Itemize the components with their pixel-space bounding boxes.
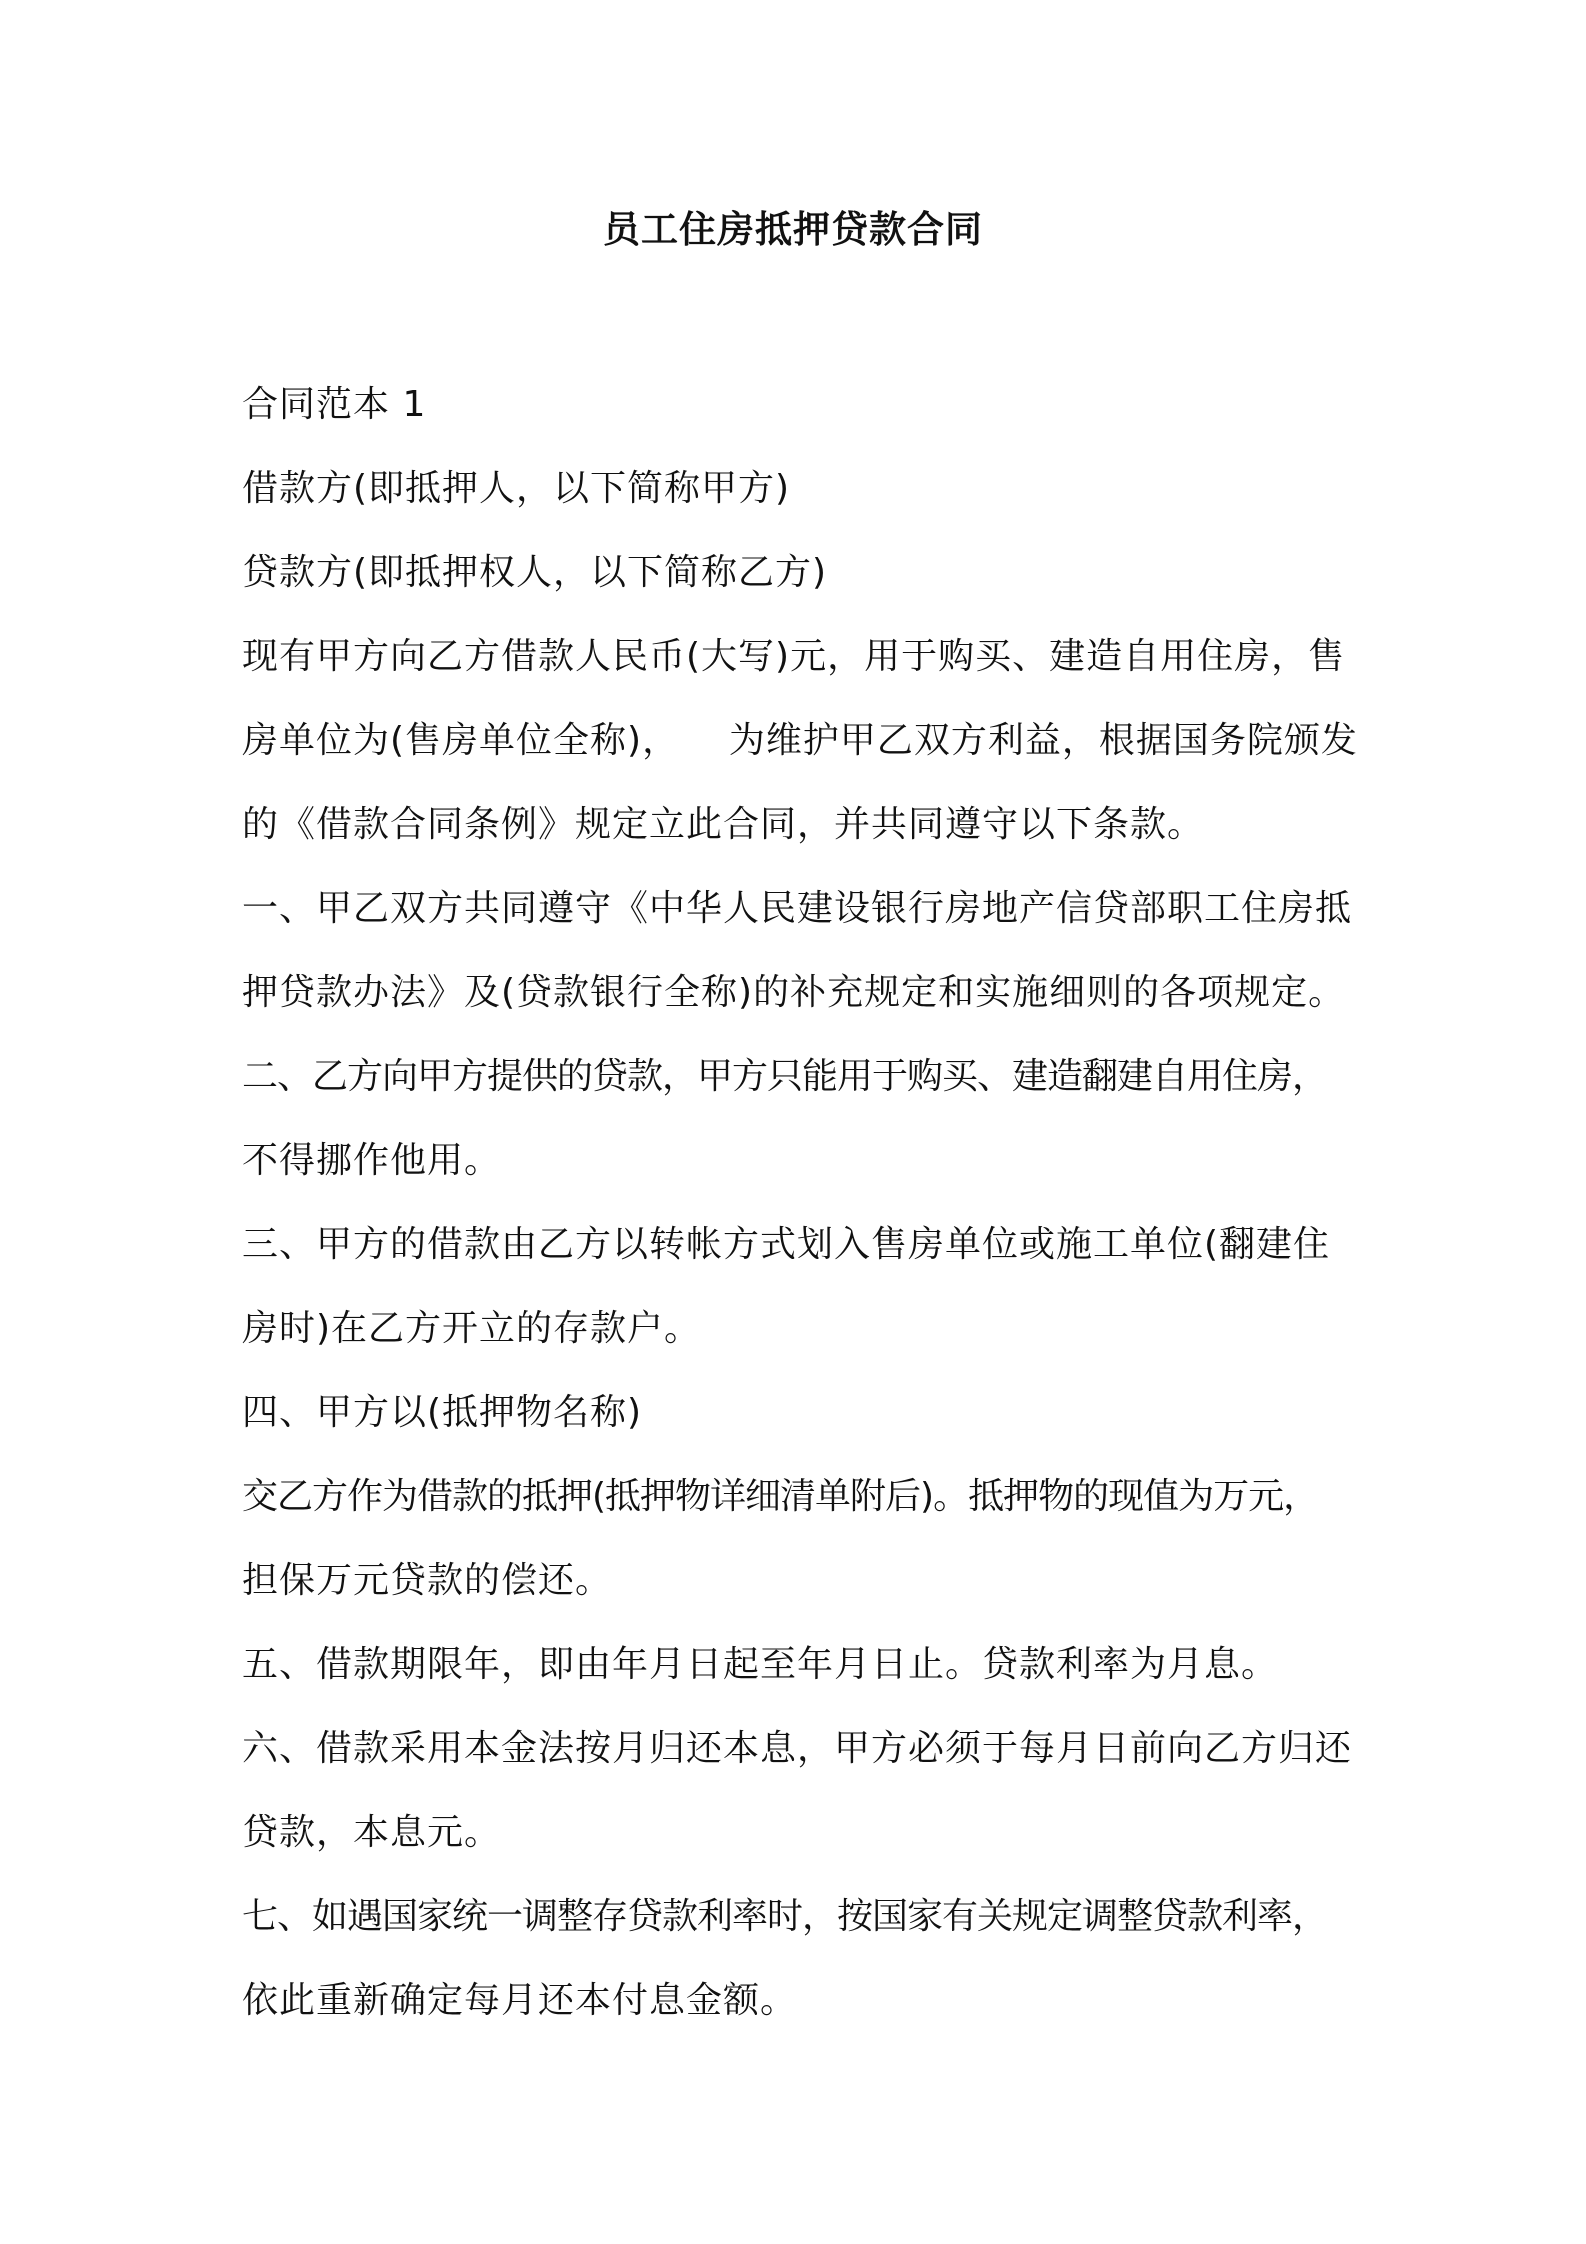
paragraph-line: 贷款，本息元。 [242,1812,502,1853]
paragraph-line: 合同范本 1 [242,384,427,425]
paragraph-line: 六、借款采用本金法按月归还本息，甲方必须于每月日前向乙方归还 [242,1728,1353,1769]
paragraph-line: 押贷款办法》及(贷款银行全称)的补充规定和实施细则的各项规定。 [242,972,1346,1013]
paragraph-line: 房单位为(售房单位全称)， 为维护甲乙双方利益，根据国务院颁发 [242,720,1358,761]
paragraph-line: 现有甲方向乙方借款人民币(大写)元，用于购买、建造自用住房，售 [242,636,1346,677]
paragraph-line: 四、甲方以(抵押物名称) [242,1392,643,1433]
paragraph-line: 的《借款合同条例》规定立此合同，并共同遵守以下条款。 [242,804,1205,845]
paragraph-line: 五、借款期限年，即由年月日起至年月日止。贷款利率为月息。 [242,1644,1279,1685]
paragraph-line: 一、甲乙双方共同遵守《中华人民建设银行房地产信贷部职工住房抵 [242,888,1353,929]
paragraph-line: 借款方(即抵押人，以下简称甲方) [242,468,791,509]
document-title: 员工住房抵押贷款合同 [603,208,983,251]
paragraph-line: 交乙方作为借款的抵押(抵押物详细清单附后)。抵押物的现值为万元， [242,1476,1319,1517]
document-body [242,363,1382,2043]
paragraph-line: 贷款方(即抵押权人，以下简称乙方) [242,552,828,593]
paragraph-line: 担保万元贷款的偿还。 [242,1560,613,1601]
paragraph-line: 依此重新确定每月还本付息金额。 [242,1980,798,2021]
paragraph-line: 三、甲方的借款由乙方以转帐方式划入售房单位或施工单位(翻建住 [242,1224,1331,1265]
paragraph-line: 七、如遇国家统一调整存贷款利率时，按国家有关规定调整贷款利率， [242,1896,1328,1937]
paragraph-line: 不得挪作他用。 [242,1140,502,1181]
paragraph-line: 二、乙方向甲方提供的贷款，甲方只能用于购买、建造翻建自用住房， [242,1056,1328,1097]
paragraph-line: 房时)在乙方开立的存款户。 [242,1308,702,1349]
